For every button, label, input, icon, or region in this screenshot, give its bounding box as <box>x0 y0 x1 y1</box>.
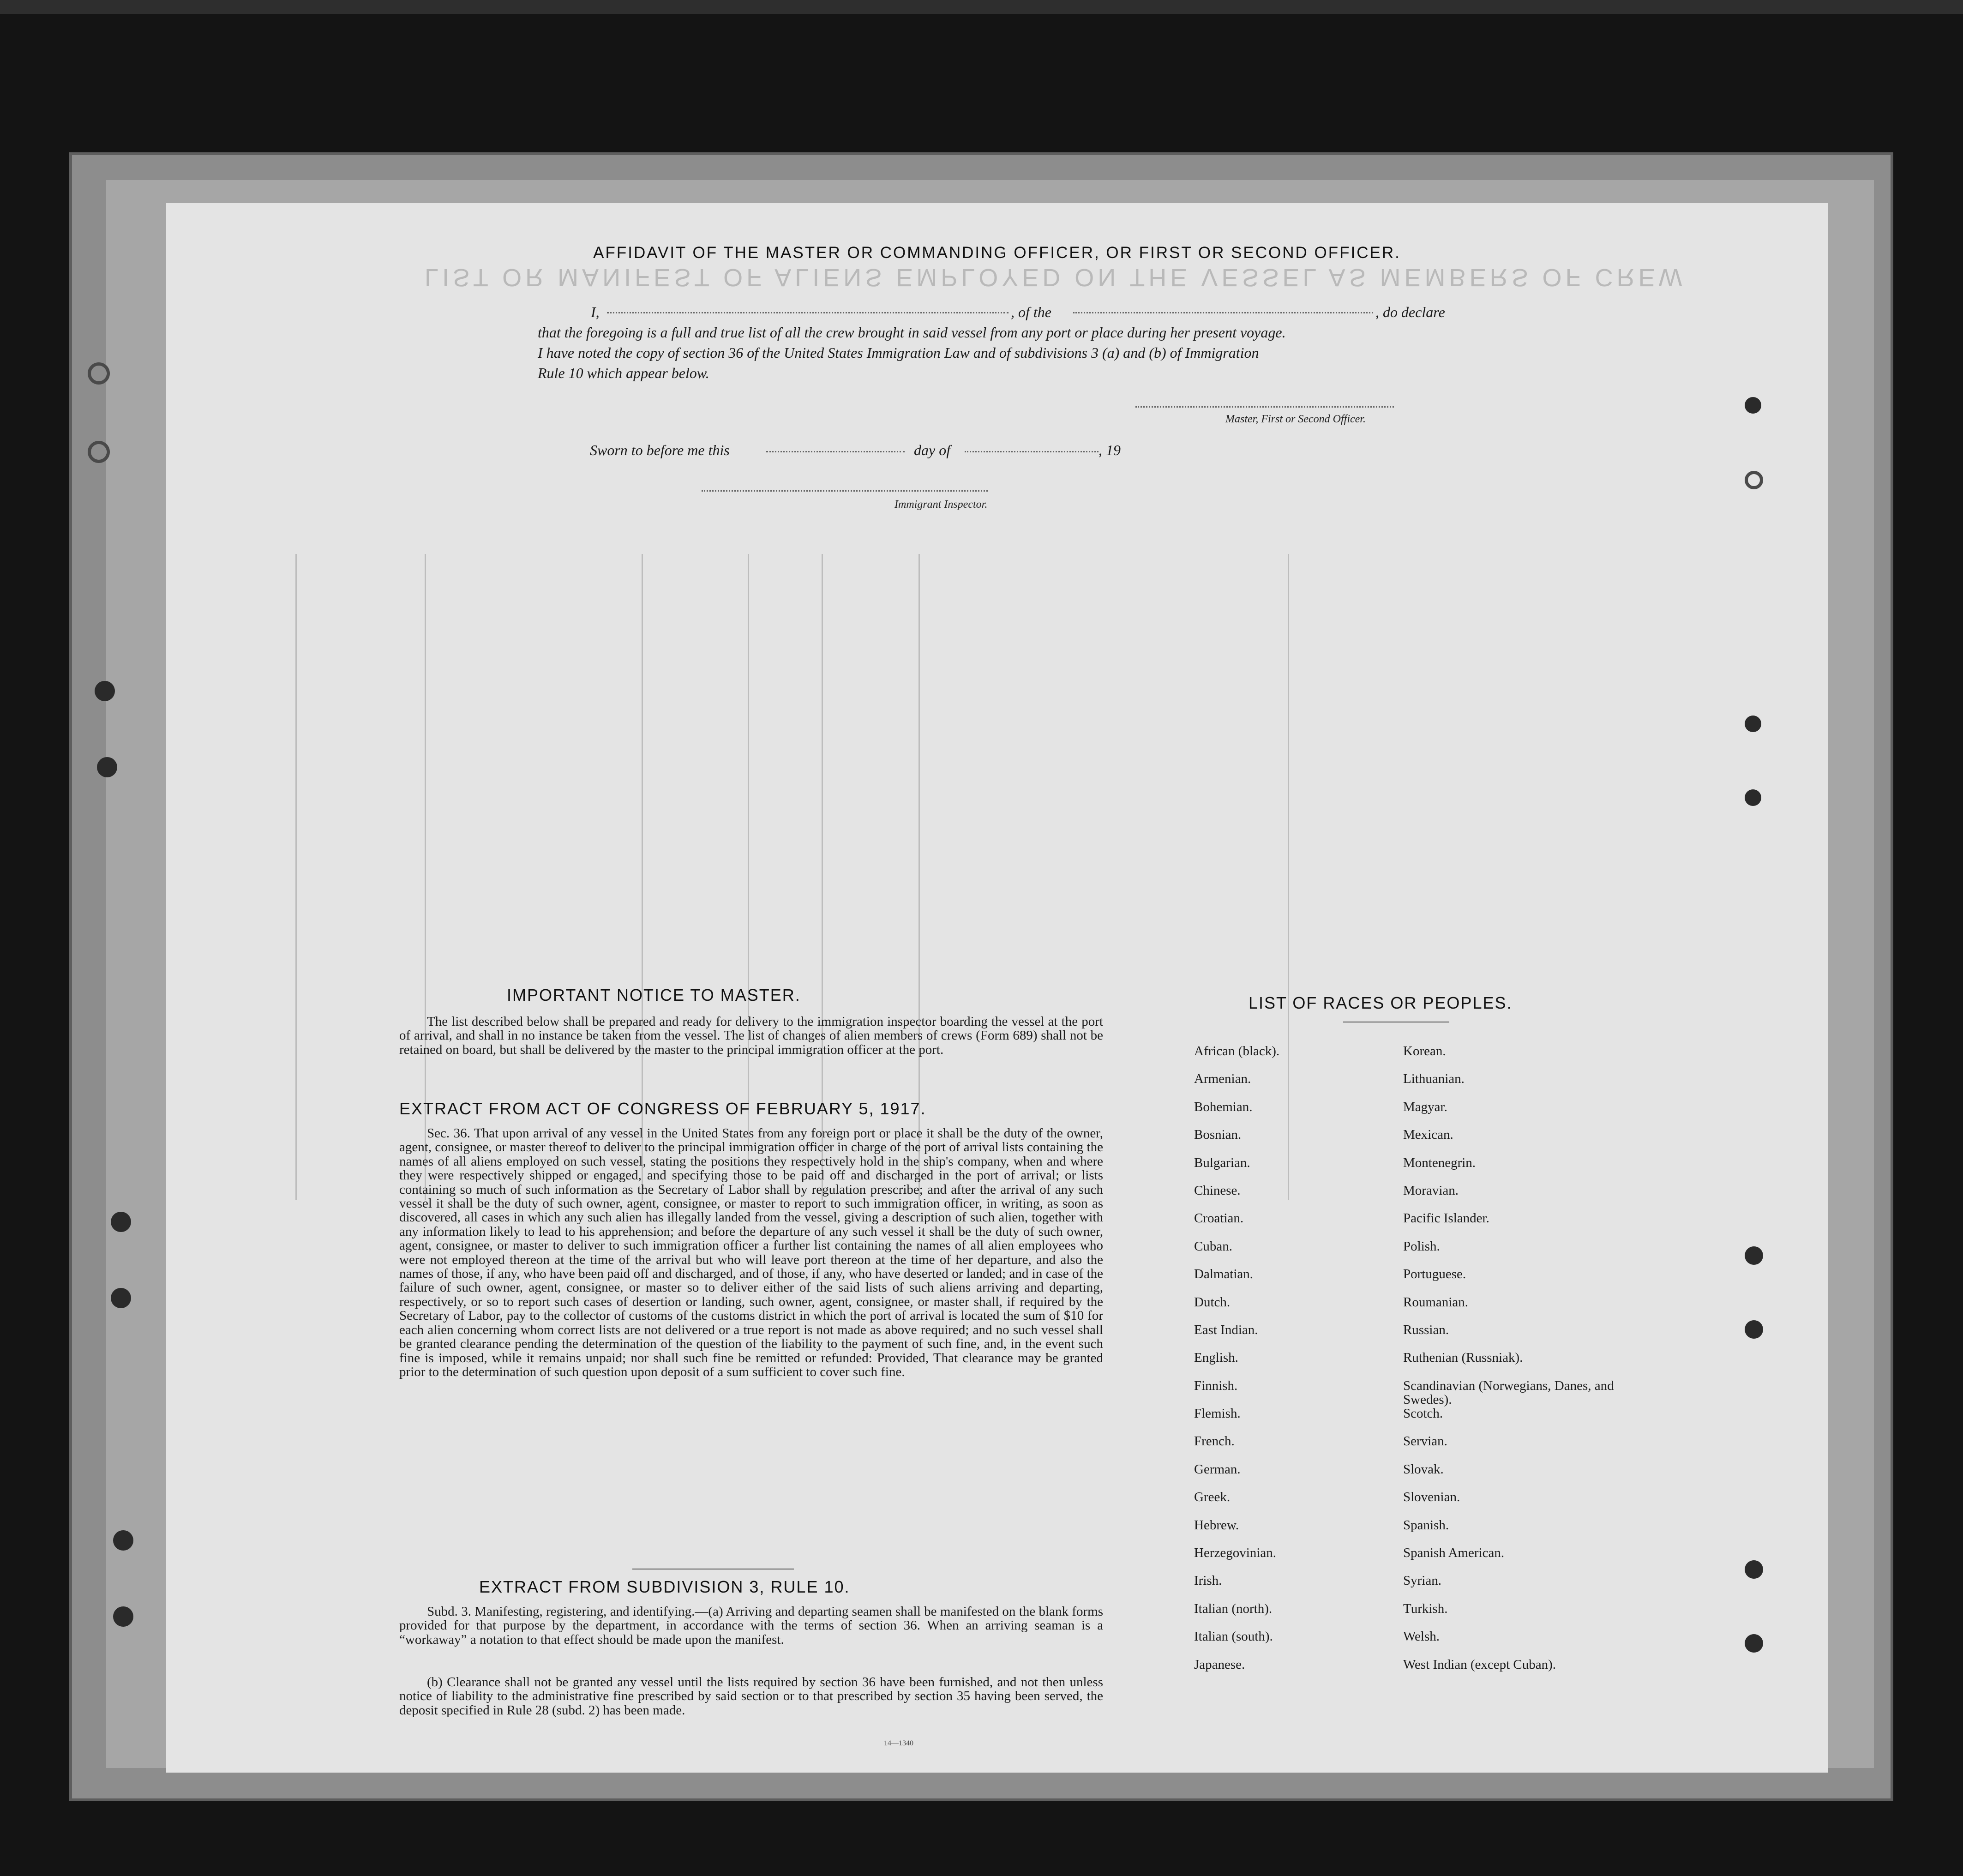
races-right-column <box>1403 1044 1643 1685</box>
races-title: LIST OF RACES OR PEOPLES. <box>1249 993 1513 1012</box>
race-item: Spanish. <box>1403 1517 1449 1533</box>
form-number: 14—1340 <box>884 1739 913 1747</box>
race-item: Scotch. <box>1403 1406 1443 1421</box>
inspector-signature-line <box>702 490 988 492</box>
binder-hole <box>1745 1634 1763 1653</box>
race-item: East Indian. <box>1194 1322 1258 1337</box>
binder-hole <box>113 1606 133 1627</box>
bleed-through-title: LIST OR MANIFEST OF ALIENS EMPLOYED ON THE VESSEL AS MEMBERS OF CREW <box>425 264 1686 291</box>
race-item: Hebrew. <box>1194 1517 1239 1533</box>
officer-signature-line <box>1135 406 1394 408</box>
sworn-day-blank <box>766 451 905 452</box>
race-item: West Indian (except Cuban). <box>1403 1657 1556 1672</box>
race-item: Bohemian. <box>1194 1099 1253 1114</box>
race-item: Slovenian. <box>1403 1490 1460 1505</box>
race-item: Pacific Islander. <box>1403 1211 1489 1226</box>
race-item: Servian. <box>1403 1434 1447 1449</box>
race-item: Armenian. <box>1194 1071 1251 1087</box>
of-the-label: , of the <box>1011 304 1051 320</box>
binder-hole <box>1745 789 1761 806</box>
race-item: Dalmatian. <box>1194 1267 1254 1282</box>
binder-hole <box>1745 397 1761 414</box>
sworn-month-blank <box>965 451 1099 452</box>
race-item: Slovak. <box>1403 1461 1444 1477</box>
bleed-through-column-line <box>1288 554 1289 1200</box>
binder-hole <box>113 1530 133 1551</box>
race-item: Cuban. <box>1194 1239 1232 1254</box>
race-item: French. <box>1194 1434 1235 1449</box>
bleed-through-column-line <box>295 554 297 1200</box>
race-item: Welsh. <box>1403 1629 1440 1644</box>
binder-hole <box>111 1212 131 1232</box>
vessel-blank <box>1073 312 1373 313</box>
race-item: Irish. <box>1194 1573 1222 1588</box>
race-item: Dutch. <box>1194 1294 1231 1310</box>
binder-hole <box>95 681 115 701</box>
race-item: Scandinavian (Norwegians, Danes, and Swedes). <box>1403 1378 1614 1407</box>
race-item: Montenegrin. <box>1403 1155 1476 1170</box>
race-item: Russian. <box>1403 1322 1449 1337</box>
affidavit-form-page <box>166 203 1828 1773</box>
races-left-column <box>1194 1044 1279 1685</box>
rule-body-b: (b) Clearance shall not be granted any vessel until the lists required by section 36 have been furnished, and not then unless notice of liability to the administrative fine prescribed by said section or to that prescribed by section 35 having been served, the deposit specified in Rule 28 (subd. 2) has been made. <box>399 1675 1103 1718</box>
notice-body: The list described below shall be prepared and ready for delivery to the immigration inspector boarding the vessel at the port of arrival, and shall in no instance be taken from the vessel. The list of changes of alien members of crews (Form 689) shall not be retained on board, but shall be delivered by the master to the principal immigration officer at the port. <box>399 1014 1103 1057</box>
film-edge-top <box>0 0 1963 14</box>
race-item: Turkish. <box>1403 1601 1448 1616</box>
race-item: Roumanian. <box>1403 1294 1468 1310</box>
officer-signature-label: Master, First or Second Officer. <box>1225 413 1366 425</box>
race-item: African (black). <box>1194 1044 1280 1058</box>
rule-title: EXTRACT FROM SUBDIVISION 3, RULE 10. <box>479 1577 850 1596</box>
race-item: Portuguese. <box>1403 1267 1466 1282</box>
binder-hole <box>1745 716 1761 732</box>
race-item: Herzegovinian. <box>1194 1545 1276 1561</box>
year-label: , 19 <box>1099 442 1121 458</box>
affidavit-i-label: I, <box>591 304 600 320</box>
race-item: German. <box>1194 1461 1241 1477</box>
affidavit-title: AFFIDAVIT OF THE MASTER OR COMMANDING OFFICER, OR FIRST OR SECOND OFFICER. <box>593 244 1401 262</box>
binder-hole <box>88 441 110 463</box>
race-item: Italian (south). <box>1194 1629 1273 1644</box>
race-item: Greek. <box>1194 1490 1231 1505</box>
race-item: Croatian. <box>1194 1211 1244 1226</box>
race-item: English. <box>1194 1350 1238 1365</box>
race-item: Chinese. <box>1194 1183 1241 1198</box>
race-item: Flemish. <box>1194 1406 1241 1421</box>
affidavit-line-4: Rule 10 which appear below. <box>538 365 709 381</box>
race-item: Moravian. <box>1403 1183 1459 1198</box>
inspector-signature-label: Immigrant Inspector. <box>894 499 988 511</box>
binder-hole <box>1745 1320 1763 1339</box>
day-of-label: day of <box>914 442 951 458</box>
race-item: Bosnian. <box>1194 1127 1242 1142</box>
race-item: Syrian. <box>1403 1573 1441 1588</box>
race-item: Italian (north). <box>1194 1601 1273 1616</box>
race-item: Lithuanian. <box>1403 1071 1465 1087</box>
binder-hole <box>1745 471 1763 489</box>
binder-hole <box>1745 1246 1763 1265</box>
binder-hole <box>111 1288 131 1308</box>
binder-hole <box>1745 1560 1763 1579</box>
binder-hole <box>88 362 110 385</box>
affidavit-line-2: that the foregoing is a full and true list of all the crew brought in said vessel from any port or place during her present voyage. <box>538 324 1286 341</box>
do-declare-label: , do declare <box>1375 304 1445 320</box>
rule-body-a: Subd. 3. Manifesting, registering, and identifying.—(a) Arriving and departing seamen shall be manifested on the blank forms provided for that purpose by the department, in accordance with the terms of section 36. When an arriving seaman is a “workaway” a notation to that effect should be made upon the manifest. <box>399 1604 1103 1647</box>
race-item: Mexican. <box>1403 1127 1453 1142</box>
race-item: Magyar. <box>1403 1099 1447 1114</box>
sworn-label: Sworn to before me this <box>590 442 730 458</box>
race-item: Korean. <box>1403 1044 1446 1058</box>
race-item: Spanish American. <box>1403 1545 1505 1561</box>
race-item: Ruthenian (Russniak). <box>1403 1350 1523 1365</box>
race-item: Japanese. <box>1194 1657 1245 1672</box>
notice-title: IMPORTANT NOTICE TO MASTER. <box>507 986 801 1004</box>
race-item: Polish. <box>1403 1239 1440 1254</box>
affidavit-line-3: I have noted the copy of section 36 of the United States Immigration Law and of subdivisions 3 (a) and (b) of Immigration <box>538 344 1259 361</box>
act-title: EXTRACT FROM ACT OF CONGRESS OF FEBRUARY 5, 1917. <box>399 1099 926 1118</box>
race-item: Bulgarian. <box>1194 1155 1250 1170</box>
binder-hole <box>97 757 117 777</box>
name-blank <box>607 312 1009 313</box>
act-body: Sec. 36. That upon arrival of any vessel in the United States from any foreign port or place it shall be the duty of the owner, agent, consignee, or master thereof to deliver to the principal immigration officer in charge of the port of arrival lists containing the names of all aliens employed on such vessel, stating the positions they respectively hold in the ship's company, when and where they were respectively shipped or engaged, and specifying those to be paid off and discharged in the port of arrival; or lists containing so much of such information as the Secretary of Labor shall by regulation prescribe; and after the arrival of any such vessel it shall be the duty of such owner, agent, consignee, or master to report to such immigration officer, in writing, as soon as discovered, all cases in which any such alien has illegally landed from the vessel, giving a description of such alien, together with any information likely to lead to his apprehension; and before the departure of any such vessel it shall be the duty of such owner, agent, consignee, or master to deliver to such immigration officer a further list containing the names of all alien employees who were not employed thereon at the time of the arrival but who will leave port thereon at the time of her departure, and also the names of those, if any, who have been paid off and discharged, and of those, if any, who have deserted or landed; and in case of the failure of such owner, agent, consignee, or master so to deliver either of the said lists of such aliens arriving and departing, respectively, or so to report such cases of desertion or landing, such owner, agent, consignee, or master shall, if required by the Secretary of Labor, pay to the collector of customs of the customs district in which the port of arrival is located the sum of $10 for each alien concerning whom correct lists are not delivered or a true report is not made as above required; and no such vessel shall be granted clearance pending the determination of the question of the liability to the payment of such fine, and, in the event such fine is imposed, while it remains unpaid; nor shall such fine be remitted or refunded: Provided, That clearance may be granted prior to the determination of such question upon deposit of a sum sufficient to cover such fine. <box>399 1126 1103 1379</box>
race-item: Finnish. <box>1194 1378 1238 1393</box>
